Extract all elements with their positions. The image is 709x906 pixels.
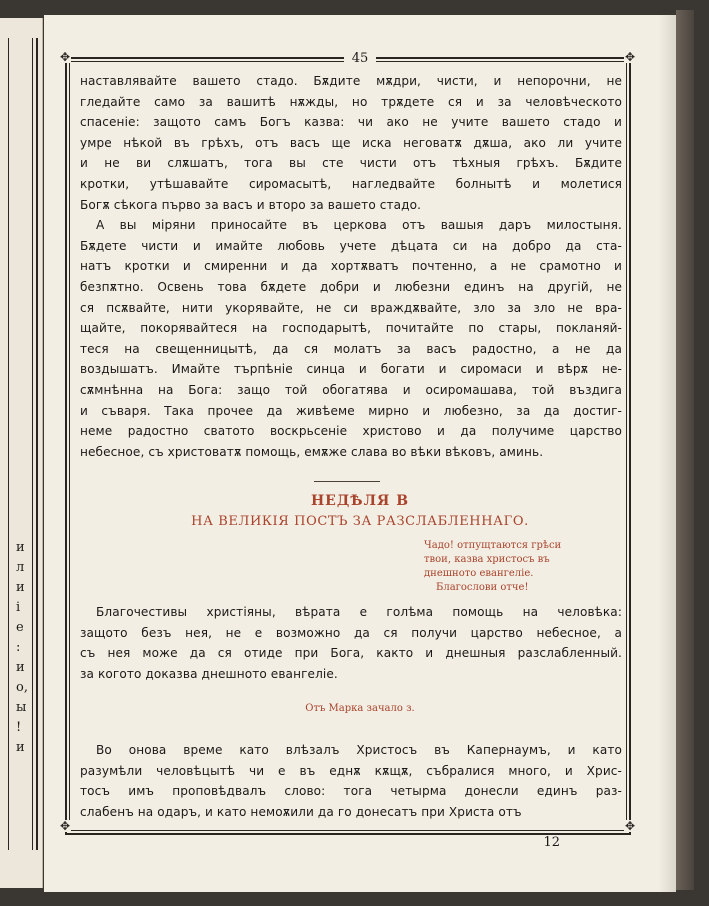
text-line: спасеніе: защото самъ Богъ казва: чи ако не учите вашето стадо и (80, 115, 622, 130)
paragraph-sermon-ending (80, 71, 622, 462)
gospel-reading-reference: Отъ Марка зачало з. (305, 703, 415, 714)
left-page-fragment: ы (16, 700, 27, 715)
text-line: теся на свещенницытѣ, да ся молатъ за васъ радостно, а не да (80, 341, 622, 356)
text-line: небесное, съ христоватѫ помощь, емѫже слава во вѣки вѣковъ, аминь. (80, 444, 544, 459)
text-line: съ нея може да ся отиде при Бога, както и днешныя разслабленный. (80, 646, 622, 661)
left-page-fragment: и (16, 540, 25, 555)
corner-ornament-bottom-left: ✥ (59, 819, 71, 833)
epigraph-line: Благослови отче! (436, 582, 529, 593)
epigraph-line: Чадо! отпущтаются грѣси (424, 540, 562, 551)
text-line: наставлявайте вашето стадо. Бѫдите мѫдри, чисти, и непорочни, не (80, 74, 622, 88)
text-line: Благочестивы христiяны, вѣрата е голѣма помощь на человѣка: (96, 605, 622, 619)
left-page-fragment: о, (16, 680, 28, 695)
text-line: и съваря. Така прочее да живѣеме мирно и любезно, за да достиг- (80, 403, 622, 418)
section-heading: НЕДѢЛЯ В (310, 493, 410, 509)
text-line: неме радостно сватото воскрьсеніе христово и да получиме царство (80, 424, 622, 439)
text-line: защото безъ нея, не е возможно да ся получи царство небесное, а (80, 625, 622, 640)
text-line: и не ви слѫшатъ, тога вы сте чисти отъ тѣхныя грѣхъ. Бѫдите (80, 156, 622, 171)
epigraph (424, 539, 624, 595)
text-line: воздышатъ. Имайте търпѣніе синца и богати и сиромаси и вѣрѫ не- (80, 362, 622, 377)
text-line: А вы мiряни приносайте въ церкова отъ вашыя даръ милостыня. (96, 218, 622, 233)
left-page-fragment: л (16, 560, 25, 575)
text-line: сѫмнѣнна на Бога: защо той обогатява и осиромашава, той въздига (80, 382, 622, 397)
corner-ornament-top-left: ✥ (59, 50, 71, 64)
left-page-edge (0, 18, 43, 888)
text-line: слабенъ на одаръ, и като немоѫили да го донесатъ при Христа отъ (80, 804, 522, 819)
text-line: щайте, покорявайтеся на господарытѣ, почитайте по стары, покланяй- (80, 321, 622, 336)
paragraph-gospel-text (80, 740, 622, 822)
printer-signature-number: 12 (543, 835, 560, 850)
text-line: Во онова време като влѣзалъ Христосъ въ Капернаумъ, и като (96, 743, 622, 757)
left-page-fragment: ! (16, 720, 22, 735)
text-line: за когото доказва днешното евангеліе. (80, 666, 338, 681)
corner-ornament-top-right: ✥ (624, 50, 636, 64)
epigraph-line: днешното евангеліе. (424, 568, 534, 579)
text-line: ся псѫвайте, нити укорявайте, не си враждѫвайте, зло за зло не вра- (80, 300, 622, 315)
text-line: Бѫдете чисти и имайте любовь учете дѣцата си на добро да ста- (80, 238, 622, 253)
text-line: безпѫтно. Освень това бѫдете добри и любезни единъ на другій, не (80, 279, 622, 294)
left-page-fragment: і (16, 600, 21, 615)
text-line: Богѫ сѣкога първо за васъ и второ за вашето стадо. (80, 197, 422, 212)
text-line: тосъ имъ проповѣдвалъ слово: тога четырма донесли единъ раз- (80, 784, 622, 799)
left-page-border (8, 38, 9, 850)
corner-ornament-bottom-right: ✥ (624, 819, 636, 833)
text-line: гледайте само за вашитѣ нѫжды, но трѫдете ся и за человѣческото (80, 94, 622, 109)
text-line: натъ кротки и смиренни и да хортѫватъ почтенно, а не срамотно и (80, 259, 622, 274)
text-line: умре нѣкой въ грѣхъ, отъ васъ ще иска неговатѫ дѫша, ако ли учите (80, 135, 622, 150)
left-page-fragment: : (16, 640, 21, 655)
text-line: разумѣли человѣцытѣ чи е въ еднѫ кѫщѫ, събралися много, и Хрис- (80, 763, 622, 778)
paragraph-introduction (80, 602, 622, 684)
left-page-border-double (32, 38, 38, 850)
left-page-fragment: и (16, 660, 25, 675)
left-page-fragment: и (16, 740, 25, 755)
left-page-fragment: и (16, 580, 25, 595)
section-divider (314, 481, 380, 482)
book-edge (676, 10, 694, 890)
book-page (44, 15, 676, 892)
page-number: 45 (44, 51, 676, 67)
text-line: кротки, утѣшавайте сиромасытѣ, нагледвайте болнытѣ и молетися (80, 176, 622, 191)
epigraph-line: твои, казва христосъ въ (424, 554, 550, 565)
left-page-fragment: е (16, 620, 24, 635)
section-subheading: НА ВЕЛИКІЯ ПОСТЪ ЗА РАЗСЛАБЛЕННАГО. (191, 514, 529, 529)
left-page-text-fragments (16, 538, 28, 758)
